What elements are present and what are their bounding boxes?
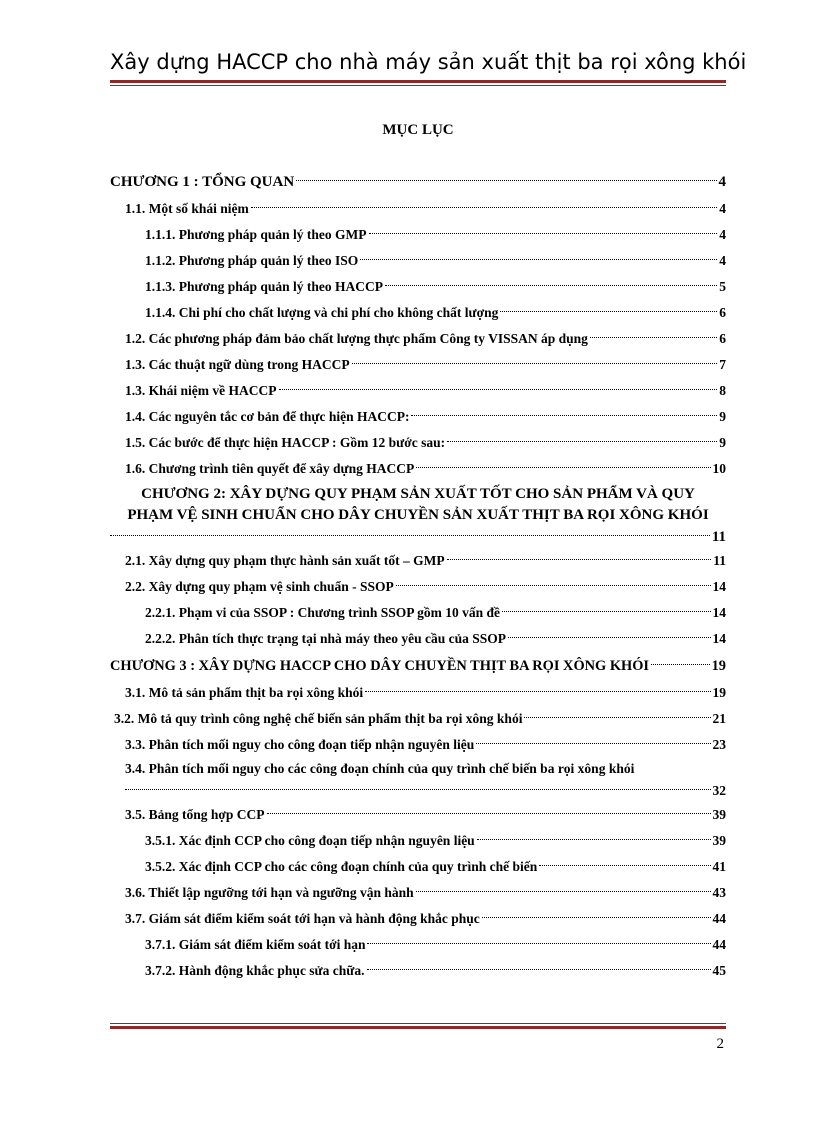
toc-entry-text: 1.1.1. Phương pháp quản lý theo GMP <box>145 227 367 242</box>
toc-entry-2-1[interactable] <box>110 548 726 574</box>
toc-entry-1-4[interactable] <box>110 404 726 430</box>
toc-entry-text: 1.4. Các nguyên tắc cơ bản để thực hiện HACCP: <box>125 409 410 424</box>
toc-entry-page: 45 <box>712 963 726 978</box>
toc-entry-1-1[interactable] <box>110 196 726 222</box>
page-number: 2 <box>716 1036 724 1052</box>
toc-entry-3-2[interactable] <box>110 706 726 732</box>
dot-leader <box>267 813 711 814</box>
toc-entry-text: 3.3. Phân tích mối nguy cho công đoạn tiếp nhận nguyên liệu <box>125 737 475 752</box>
toc-entry-text-line2: PHẠM VỆ SINH CHUẨN CHO DÂY CHUYỀN SẢN XUẤT THỊT BA RỌI XÔNG KHÓI <box>127 507 709 523</box>
dot-leader <box>476 743 710 744</box>
table-of-contents <box>110 168 726 984</box>
toc-entry-text: 1.2. Các phương pháp đảm bảo chất lượng thực phẩm Công ty VISSAN áp dụng <box>125 331 588 346</box>
toc-entry-3-3[interactable] <box>110 732 726 758</box>
toc-entry-text: 3.5.1. Xác định CCP cho công đoạn tiếp nhận nguyên liệu <box>145 833 475 848</box>
dot-leader <box>416 891 711 892</box>
toc-entry-text: CHƯƠNG 3 : XÂY DỰNG HACCP CHO DÂY CHUYỀN THỊT BA RỌI XÔNG KHÓI <box>110 658 650 674</box>
footer-rule-thin <box>110 1023 726 1024</box>
toc-entry-page: 14 <box>712 579 726 594</box>
dot-leader <box>296 180 716 181</box>
dot-leader <box>447 441 717 442</box>
toc-entry-text: CHƯƠNG 1 : TỔNG QUAN <box>110 174 295 190</box>
dot-leader <box>279 389 718 390</box>
dot-leader <box>500 311 717 312</box>
toc-entry-3-7[interactable] <box>110 906 726 932</box>
toc-entry-1-1-2[interactable] <box>110 248 726 274</box>
toc-entry-page: 9 <box>719 435 726 450</box>
toc-entry-3-1[interactable] <box>110 680 726 706</box>
toc-entry-text: 1.1.2. Phương pháp quản lý theo ISO <box>145 253 359 268</box>
toc-entry-page: 39 <box>712 833 726 848</box>
toc-entry-1-1-1[interactable] <box>110 222 726 248</box>
dot-leader <box>367 969 711 970</box>
toc-entry-text: 3.7. Giám sát điểm kiểm soát tới hạn và hành động khắc phục <box>125 911 480 926</box>
toc-entry-page: 44 <box>712 937 726 952</box>
toc-entry-page: 41 <box>712 859 726 874</box>
toc-entry-1-3b[interactable] <box>110 378 726 404</box>
dot-leader <box>502 611 710 612</box>
toc-entry-text: 2.1. Xây dựng quy phạm thực hành sản xuất tốt – GMP <box>125 553 445 568</box>
dot-leader <box>396 585 711 586</box>
toc-entry-3-7-1[interactable] <box>110 932 726 958</box>
toc-entry-page: 4 <box>719 227 726 242</box>
dot-leader <box>477 839 711 840</box>
toc-entry-text: 1.6. Chương trình tiên quyết để xây dựng HACCP <box>125 461 415 476</box>
running-header: Xây dựng HACCP cho nhà máy sản xuất thịt ba rọi xông khói <box>110 50 747 74</box>
dot-leader <box>416 467 710 468</box>
dot-leader <box>365 691 710 692</box>
toc-entry-text: 2.2. Xây dựng quy phạm vệ sinh chuẩn - SSOP <box>125 579 394 594</box>
dot-leader <box>125 789 711 790</box>
toc-entry-page: 43 <box>712 885 726 900</box>
toc-entry-page: 4 <box>718 174 726 190</box>
toc-entry-3-4[interactable] <box>110 758 726 802</box>
toc-entry-chapter-1[interactable] <box>110 168 726 196</box>
toc-entry-text: 3.1. Mô tả sản phẩm thịt ba rọi xông khói <box>125 685 364 700</box>
toc-entry-2-2[interactable] <box>110 574 726 600</box>
toc-entry-page: 8 <box>719 383 726 398</box>
toc-entry-chapter-2[interactable] <box>110 484 726 548</box>
toc-entry-text: 1.1. Một số khái niệm <box>125 201 249 216</box>
toc-entry-text: 1.5. Các bước để thực hiện HACCP : Gồm 12 bước sau: <box>125 435 446 450</box>
toc-entry-3-6[interactable] <box>110 880 726 906</box>
toc-entry-text: 3.5. Bảng tổng hợp CCP <box>125 807 265 822</box>
toc-entry-page: 4 <box>719 253 726 268</box>
header-rule-thin <box>110 85 726 86</box>
toc-entry-1-1-3[interactable] <box>110 274 726 300</box>
toc-entry-2-2-2[interactable] <box>110 626 726 652</box>
dot-leader <box>110 535 710 536</box>
footer-rule-thick <box>110 1026 726 1029</box>
toc-entry-text: 1.1.4. Chi phí cho chất lượng và chi phí cho không chất lượng <box>145 305 499 320</box>
toc-entry-text: 2.2.2. Phân tích thực trạng tại nhà máy theo yêu cầu của SSOP <box>145 631 506 646</box>
header-rule-thick <box>110 80 726 83</box>
toc-entry-page: 6 <box>719 305 726 320</box>
dot-leader <box>447 559 712 560</box>
dot-leader <box>251 207 717 208</box>
toc-entry-page: 6 <box>719 331 726 346</box>
toc-entry-1-2[interactable] <box>110 326 726 352</box>
dot-leader <box>482 917 711 918</box>
toc-entry-chapter-3[interactable] <box>110 652 726 680</box>
toc-entry-page: 5 <box>719 279 726 294</box>
toc-entry-page: 32 <box>712 783 726 798</box>
toc-entry-page: 44 <box>712 911 726 926</box>
toc-entry-page: 11 <box>711 529 726 545</box>
toc-entry-text: 1.3. Khái niệm về HACCP <box>125 383 277 398</box>
toc-entry-page: 7 <box>719 357 726 372</box>
toc-entry-page: 9 <box>719 409 726 424</box>
toc-entry-page: 23 <box>712 737 726 752</box>
toc-entry-text: 3.6. Thiết lập ngưỡng tới hạn và ngưỡng vận hành <box>125 885 414 900</box>
toc-entry-1-5[interactable] <box>110 430 726 456</box>
toc-entry-page: 14 <box>712 631 726 646</box>
toc-entry-text: 2.2.1. Phạm vi của SSOP : Chương trình SSOP gồm 10 vấn đề <box>145 605 501 620</box>
toc-entry-page: 19 <box>711 658 726 674</box>
dot-leader <box>411 415 717 416</box>
toc-entry-1-3a[interactable] <box>110 352 726 378</box>
dot-leader <box>590 337 717 338</box>
toc-entry-3-5-1[interactable] <box>110 828 726 854</box>
toc-entry-text: 3.4. Phân tích mối nguy cho các công đoạn chính của quy trình chế biến ba rọi xông khói <box>125 761 635 776</box>
toc-entry-3-7-2[interactable] <box>110 958 726 984</box>
toc-entry-2-2-1[interactable] <box>110 600 726 626</box>
dot-leader <box>369 233 718 234</box>
toc-entry-text: 3.7.1. Giám sát điểm kiểm soát tới hạn <box>145 937 366 952</box>
toc-entry-1-6[interactable] <box>110 456 726 482</box>
toc-entry-page: 10 <box>712 461 726 476</box>
dot-leader <box>524 717 710 718</box>
toc-entry-page: 14 <box>712 605 726 620</box>
toc-entry-page: 39 <box>712 807 726 822</box>
toc-title: MỤC LỤC <box>382 122 454 138</box>
dot-leader <box>651 664 710 665</box>
dot-leader <box>539 865 710 866</box>
toc-entry-text: 3.5.2. Xác định CCP cho các công đoạn chính của quy trình chế biến <box>145 859 538 874</box>
toc-entry-page: 11 <box>713 553 726 568</box>
toc-entry-1-1-4[interactable] <box>110 300 726 326</box>
toc-entry-text: 1.3. Các thuật ngữ dùng trong HACCP <box>125 357 350 372</box>
dot-leader <box>385 285 717 286</box>
toc-entry-3-5[interactable] <box>110 802 726 828</box>
toc-entry-page: 21 <box>712 711 726 726</box>
dot-leader <box>360 259 717 260</box>
dot-leader <box>352 363 718 364</box>
toc-entry-text: 3.7.2. Hành động khắc phục sửa chữa. <box>145 963 365 978</box>
toc-entry-3-5-2[interactable] <box>110 854 726 880</box>
toc-entry-text: 1.1.3. Phương pháp quản lý theo HACCP <box>145 279 384 294</box>
toc-entry-page: 19 <box>712 685 726 700</box>
dot-leader <box>367 943 710 944</box>
toc-entry-text-line1: CHƯƠNG 2: XÂY DỰNG QUY PHẠM SẢN XUẤT TỐT CHO SẢN PHẨM VÀ QUY <box>141 486 695 502</box>
toc-entry-text: 3.2. Mô tả quy trình công nghệ chế biến sản phẩm thịt ba rọi xông khói <box>114 711 523 726</box>
dot-leader <box>508 637 711 638</box>
toc-entry-page: 4 <box>719 201 726 216</box>
